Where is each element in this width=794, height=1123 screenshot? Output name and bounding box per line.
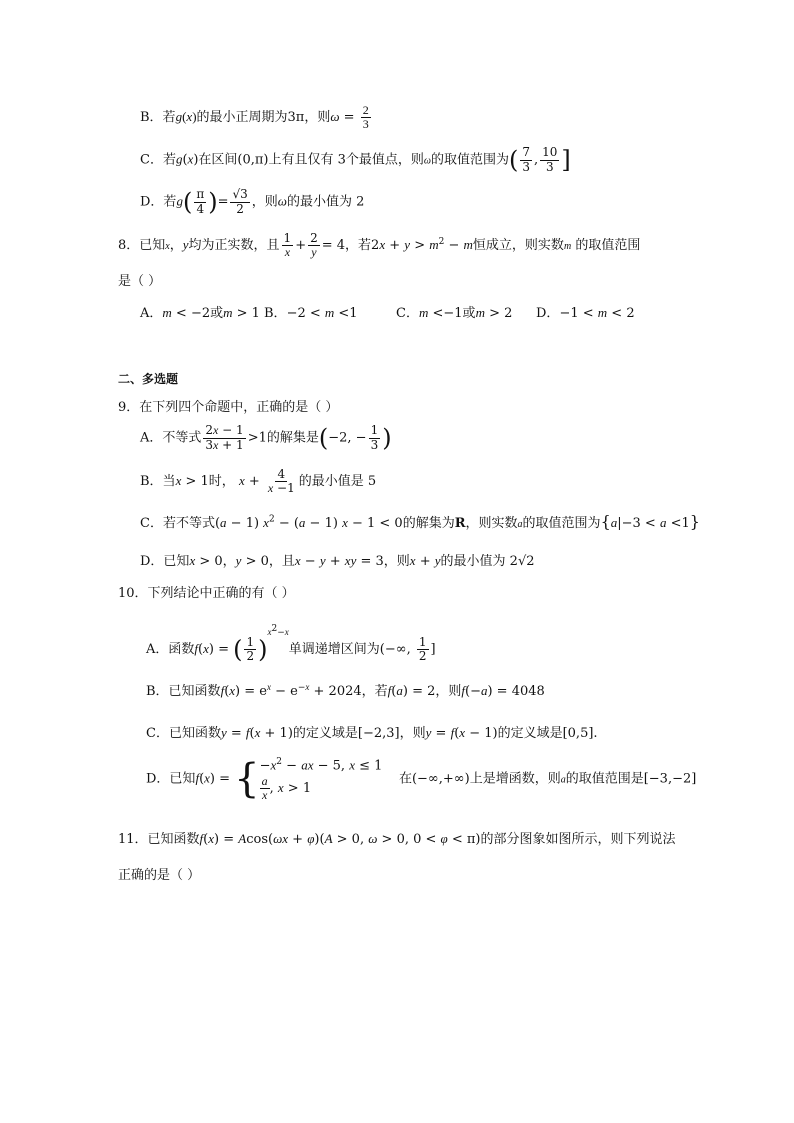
q8-option-b: B．−2 < m <1: [264, 305, 358, 321]
q9-option-a: A．不等式 $\frac{2x - 1}{3x + 1}$ >1的解集是(−2, − $\frac{1}{3}$ ): [140, 423, 392, 452]
q9-option-d: D．已知x > 0，y > 0，且x − y + xy = 3，则x + y的最小值为 2√2: [140, 553, 535, 569]
q9-option-b: B．当x > 1时， x + $\frac{4}{x -1}$ 的最小值是 5: [140, 467, 377, 496]
q8-option-a: A．m < −2或m > 1: [140, 305, 260, 321]
q7-option-d: D．若g( $\frac{\pi}{4}$ )= $\frac{√3}{2}$ ，则ω的最小值为 2: [140, 187, 365, 216]
q10-option-c: C．已知函数y = f(x + 1)的定义域是[−2,3]，则y = f(x − 1)的定义域是[0,5].: [146, 725, 598, 741]
q8-stem-line1: 8．已知x，y均为正实数，且 $\frac{1}{x}$ + $\frac{2}{y}$ = 4，若$2x + y > m^2 - m$恒成立，则实数m 的取值范围: [118, 231, 641, 260]
q8-option-c: C．m <−1或m > 2: [396, 305, 513, 321]
q11-stem-line1: 11．已知函数f(x) = Acos(ωx + φ)(A > 0, ω > 0, 0 < φ < π)的部分图象如图所示，则下列说法: [118, 831, 676, 847]
q7-option-c: C．若g(x)在区间(0,π)上有且仅有 3个最值点，则ω的取值范围为( $\frac{7}{3}$ , $\frac{10}{3}$ ]: [140, 145, 571, 174]
q8-option-d: D．−1 < m < 2: [536, 305, 635, 321]
q7-option-b: B．若g(x)的最小正周期为3π，则ω = $\frac{2}{3}$: [140, 103, 369, 132]
q9-option-c: C．若不等式(a − 1) $x^2 - (a - 1) x - 1 < 0$的解集为R，则实数a的取值范围为{a|−3 < a <1}: [140, 512, 700, 531]
q10-stem: 10．下列结论中正确的有（ ）: [118, 586, 295, 601]
q10-option-a: A．函数f(x) = ( $\frac{1}{2}$ )$^{x^2-x}$单调递增区间为(−∞, $\frac{1}{2}$ ]: [146, 624, 436, 664]
q9-stem: 9．在下列四个命题中，正确的是（ ）: [118, 400, 339, 415]
section-heading: 二、多选题: [118, 372, 179, 386]
q10-option-d: D．已知f(x) = { $-x^2$ − ax − 5, x ≤ 1 $\frac{a}{x}$ , x > 1 在(−∞,+∞)上是增函数，则a的取值范围是[−3,−2]: [146, 756, 697, 803]
q11-stem-line2: 正确的是（ ）: [118, 868, 201, 883]
q8-stem-line2: 是（ ）: [118, 274, 162, 289]
q10-option-b: B．已知函数$f(x) = e^x - e^{-x} + 2024$，若f(a) = 2，则f(−a) = 4048: [146, 681, 545, 699]
